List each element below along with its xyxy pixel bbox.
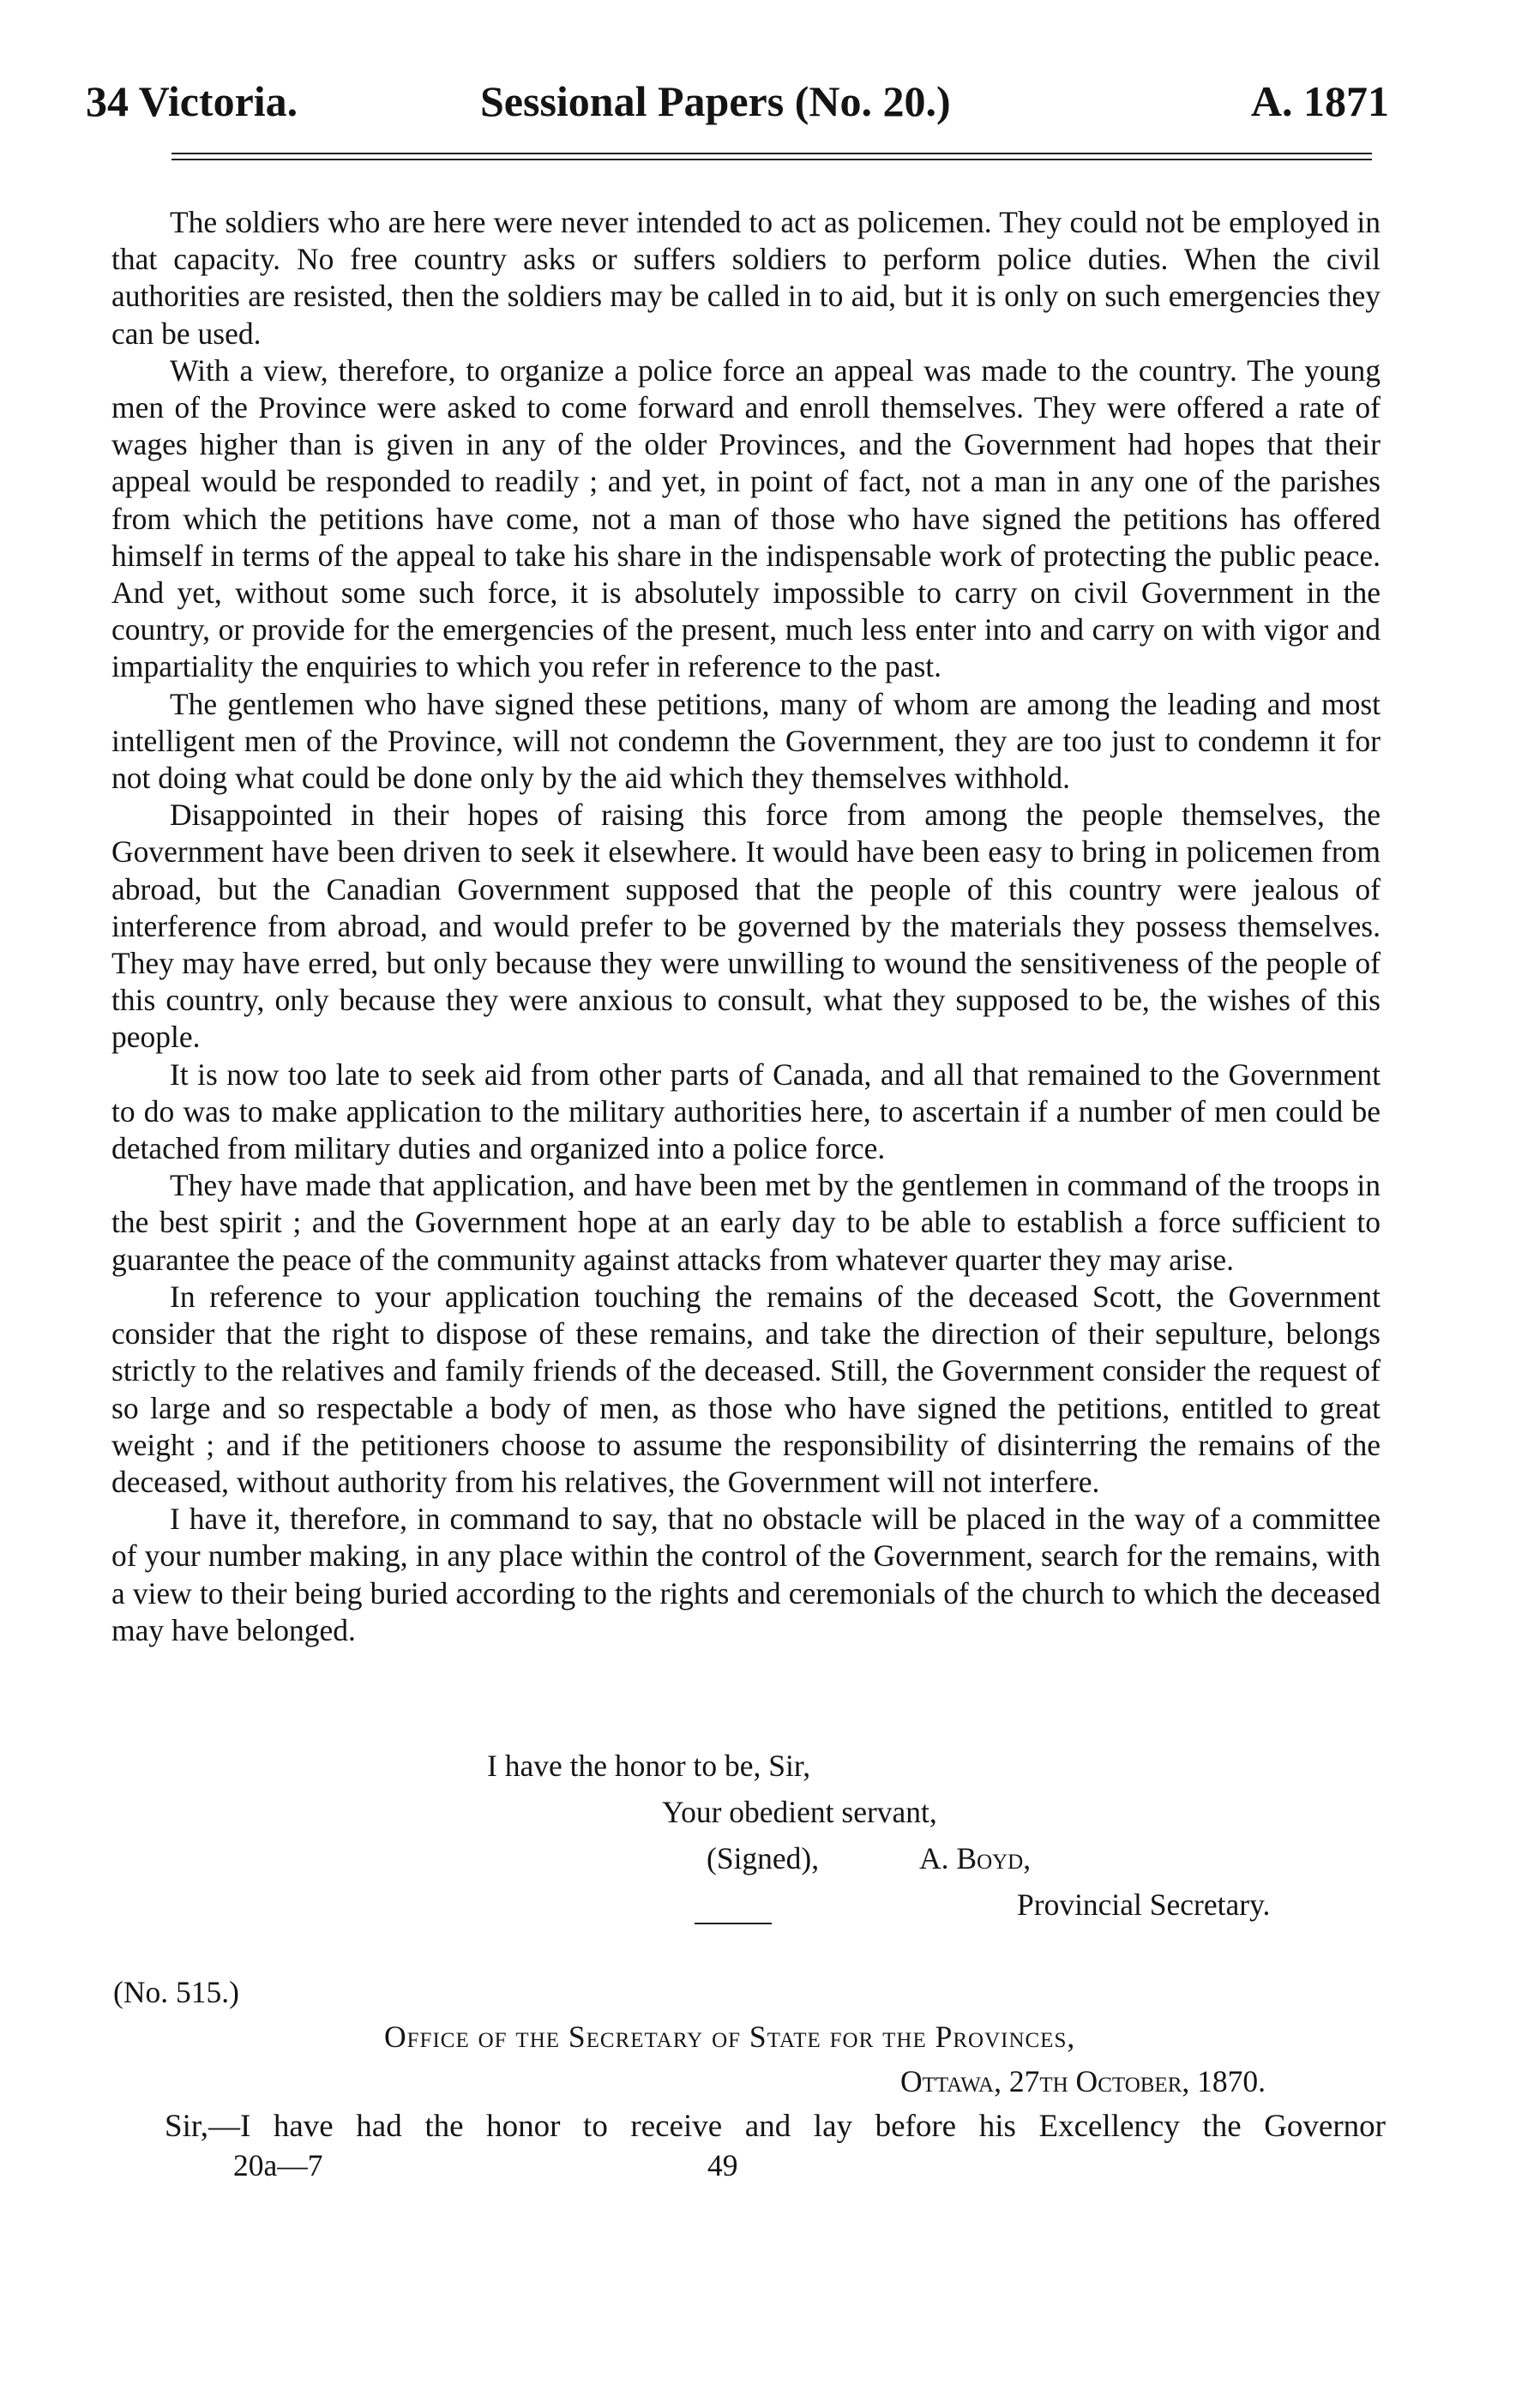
paragraph: With a view, therefore, to organize a police force an appeal was made to the country. The young men of the Province were asked to come forward and enroll themselves. They were offered a rate of wages higher than is given in any of the older Provinces, and the Government had hopes that their appeal would be responded to readily ; and yet, in point of fact, not a man in any one of the parishes from which the petitions have come, not a man of those who have signed the petitions has offered himself in terms of the appeal to take his share in the indispensable work of protecting the public peace. And yet, without some such force, it is absolutely impossible to carry on civil Government in the country, or provide for the emergencies of the present, much less enter into and carry on with vigor and impartiality the enquiries to which you refer in reference to the past. [111,352,1381,684]
paragraph: Disappointed in their hopes of raising this force from among the people themselves, the Government have been driven to seek it elsewhere. It would have been easy to bring in policemen from abroad, but the Canadian Government supposed that the people of this country were jealous of interference from abroad, and would prefer to be governed by the materials they possess themselves. They may have erred, but only because they were unwilling to wound the sensitiveness of the people of this country, only because they were anxious to consult, what they supposed to be, the wishes of this people. [111,798,1381,1055]
header-sessional-papers: Sessional Papers (No. 20.) [480,77,951,125]
page-number: 49 [707,2148,738,2182]
signatory-name: A. Boyd, [919,1841,1032,1875]
paragraph: The soldiers who are here were never intended to act as policemen. They could not be employed in that capacity. No free country asks or suffers soldiers to perform police duties. When the civil authorities are resisted, then the soldiers may be called in to aid, but it is only on such emergencies they can be used. [111,205,1381,351]
header-double-rule [171,153,1372,160]
signatory-title: Provincial Secretary. [1017,1887,1271,1922]
header-year: A. 1871 [1250,77,1389,125]
header-regnal-year: 34 Victoria. [86,77,298,125]
closing-line: I have the honor to be, Sir, [487,1749,811,1783]
paragraph: In reference to your application touching the remains of the deceased Scott, the Government consider that the right to dispose of these remains, and take the direction of their sepulture, belongs strictly to the relatives and family friends of the deceased. Still, the Government consider the request of so large and so respectable a body of men, as those who have signed the petitions, entitled to great weight ; and if the petitioners choose to assume the responsibility of disinterring the remains of the deceased, without authority from his relatives, the Government will not interfere. [111,1279,1381,1499]
letter-body [111,204,1381,1649]
closing-valediction: Your obedient servant, [662,1795,937,1829]
letter-number: (No. 515.) [113,1975,239,2009]
signed-label: (Signed), [707,1841,820,1875]
paragraph: It is now too late to seek aid from other parts of Canada, and all that remained to the Government to do was to make application to the military authorities here, to ascertain if a number of men could be detached from military duties and organized into a police force. [111,1057,1381,1166]
signature-mark: 20a—7 [233,2148,323,2182]
running-header [86,75,1389,144]
paragraph: They have made that application, and have been met by the gentlemen in command of the troops in the best spirit ; and the Government hope at an early day to be able to establish a force sufficient to guarantee the peace of the community against attacks from whatever quarter they may arise. [111,1168,1381,1277]
section-divider [695,1923,772,1924]
paragraph: The gentlemen who have signed these petitions, many of whom are among the leading and most intelligent men of the Province, will not condemn the Government, they are too just to condemn it for not doing what could be done only by the aid which they themselves withhold. [111,686,1381,796]
place-and-date: Ottawa, 27th October, 1870. [900,2064,1266,2098]
office-heading: Office of the Secretary of State for the Provinces, [384,2020,1076,2054]
paragraph: I have it, therefore, in command to say, that no obstacle will be placed in the way of a committee of your number making, in any place within the control of the Government, search for the remains, with a view to their being buried according to the rights and ceremonials of the church to which the deceased may have belonged. [111,1502,1381,1647]
letter-salutation: Sir,—I have had the honor to receive and lay before his Excellency the Governor [165,2109,1386,2144]
